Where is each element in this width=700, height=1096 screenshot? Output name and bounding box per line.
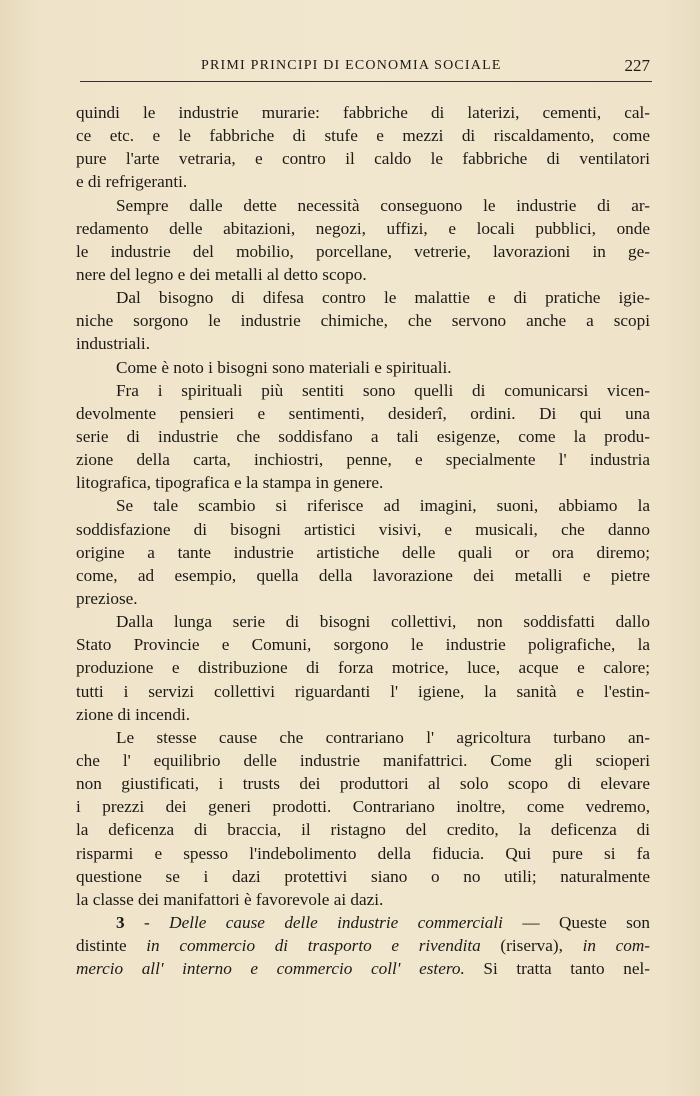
text-line: come, ad esempio, quella della lavorazione dei metalli e pietre — [76, 565, 650, 585]
text-line: litografica, tipografica e la stampa in genere. — [76, 473, 384, 493]
text-line — [76, 934, 650, 957]
text-line: soddisfazione di bisogni artistici visivi, e musicali, che danno — [76, 519, 650, 539]
italic-fragment: mercio all' interno e commercio coll' estero. — [76, 959, 465, 979]
text-line: Fra i spirituali più sentiti sono quelli di comunicarsi vicen- — [116, 380, 650, 400]
text-line: redamento delle abitazioni, negozi, uffizi, e locali pubblici, onde — [76, 218, 650, 238]
text-line: zione della carta, inchiostri, penne, e specialmente l' industria — [76, 450, 650, 470]
text-line: nere del legno e dei metalli al detto scopo. — [76, 264, 367, 284]
text-line: la deficenza di braccia, il ristagno del credito, la deficenza di — [76, 820, 650, 840]
text-line: ce etc. e le fabbriche di stufe e mezzi di riscaldamento, come — [76, 126, 650, 146]
text-fragment: (riserva), — [480, 936, 583, 956]
text-line: risparmi e spesso l'indebolimento della fiducia. Qui pure si fa — [76, 843, 650, 863]
header-rule — [80, 81, 652, 82]
section-number: 3 — [116, 912, 125, 932]
text-line: che l' equilibrio delle industrie manifattrici. Come gli scioperi — [76, 750, 650, 770]
text-line: la classe dei manifattori è favorevole ai dazi. — [76, 889, 384, 909]
text-line: zione di incendi. — [76, 704, 191, 724]
section-text: — Queste son — [502, 912, 650, 932]
text-fragment: Si tratta tanto nel- — [464, 959, 650, 979]
text-line — [76, 957, 650, 980]
text-line: quindi le industrie murarie: fabbriche di laterizi, cementi, cal- — [76, 103, 650, 122]
text-line: i prezzi dei generi prodotti. Contrariano inoltre, come vedremo, — [76, 797, 650, 817]
running-title: PRIMI PRINCIPI DI ECONOMIA SOCIALE — [201, 58, 502, 73]
text-line: Dalla lunga serie di bisogni collettivi, non soddisfatti dallo — [116, 612, 650, 632]
page-number: 227 — [624, 56, 650, 75]
text-line: industriali. — [76, 334, 150, 354]
text-line: non giustificati, i trusts dei produttori al solo scopo di elevare — [76, 774, 650, 794]
text-line: e di refrigeranti. — [76, 172, 188, 192]
text-line: Le stesse cause che contrariano l' agricoltura turbano an- — [116, 727, 650, 747]
text-line: Stato Provincie e Comuni, sorgono le industrie poligrafiche, la — [76, 635, 650, 655]
italic-fragment: in commercio di trasporto e rivendita — [146, 936, 481, 956]
text-line: niche sorgono le industrie chimiche, che servono anche a scopi — [76, 311, 650, 331]
page-header — [80, 58, 652, 82]
text-line: tutti i servizi collettivi riguardanti l' igiene, la sanità e l'estin- — [76, 681, 650, 701]
text-line: questione se i dazi protettivi siano o no utili; naturalmente — [76, 866, 650, 886]
text-line: le industrie del mobilio, porcellane, vetrerie, lavorazioni in ge- — [76, 241, 650, 261]
text-line: Dal bisogno di difesa contro le malattie e di pratiche igie- — [116, 288, 650, 308]
section-title: Delle cause delle industrie commerciali — [169, 912, 503, 932]
text-line: pure l'arte vetraria, e contro il caldo le fabbriche di ventilatori — [76, 149, 650, 169]
text-fragment: distinte — [76, 936, 147, 956]
text-line: origine a tante industrie artistiche delle quali or ora diremo; — [76, 542, 650, 562]
body-text — [76, 101, 650, 980]
text-line: produzione e distribuzione di forza motrice, luce, acque e calore; — [76, 658, 650, 678]
text-line: preziose. — [76, 588, 138, 608]
text-line: Se tale scambio si riferisce ad imagini, suoni, abbiamo la — [116, 496, 650, 516]
section-dash: - — [124, 912, 170, 932]
text-line: serie di industrie che soddisfano a tali esigenze, come la produ- — [76, 426, 650, 446]
italic-fragment: in com- — [582, 936, 650, 956]
text-line: Sempre dalle dette necessità conseguono le industrie di ar- — [116, 195, 650, 215]
section-heading-line — [76, 911, 650, 934]
text-line: Come è noto i bisogni sono materiali e spirituali. — [116, 357, 452, 377]
text-line: devolmente pensieri e sentimenti, desiderî, ordini. Di qui una — [76, 403, 650, 423]
